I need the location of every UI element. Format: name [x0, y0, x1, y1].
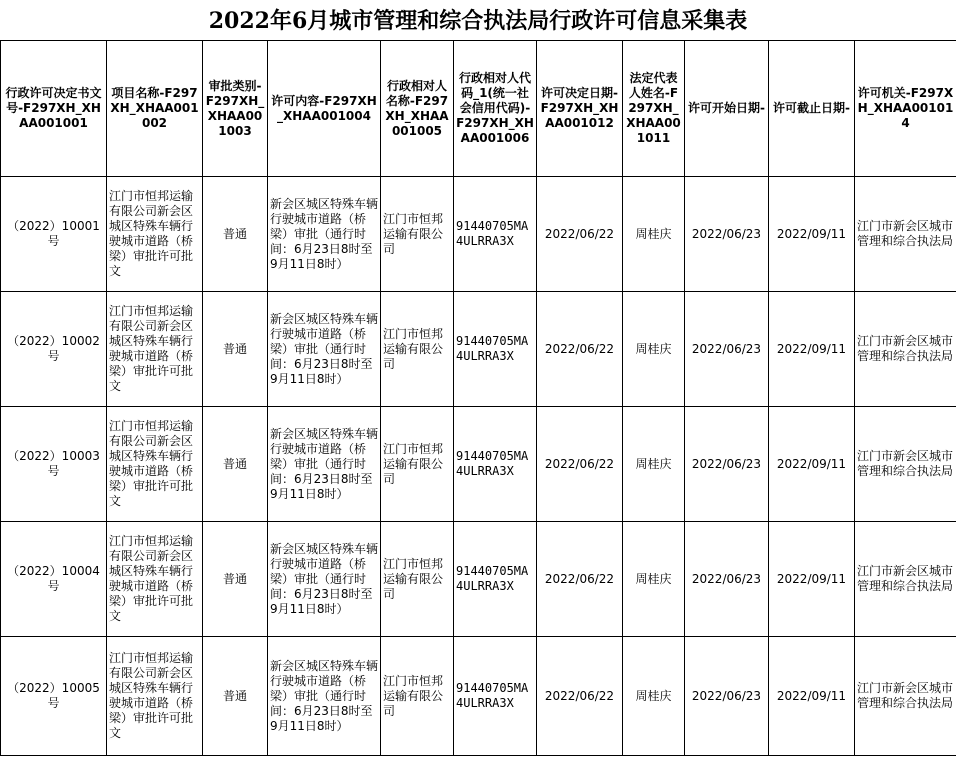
table-row: [1, 637, 956, 756]
license-content-cell[interactable]: 新会区城区特殊车辆行驶城市道路（桥梁）审批（通行时间：6月23日8时至9月11日8时）: [268, 522, 381, 637]
project-name-cell[interactable]: 江门市恒邦运输有限公司新会区城区特殊车辆行驶城市道路（桥梁）审批许可批文: [107, 637, 203, 756]
license-content-cell[interactable]: 新会区城区特殊车辆行驶城市道路（桥梁）审批（通行时间：6月23日8时至9月11日8时）: [268, 407, 381, 522]
header-cell[interactable]: 法定代表人姓名-F297XH_XHAA001011: [623, 41, 685, 177]
start-date-cell[interactable]: 2022/06/23: [685, 177, 769, 292]
legal-rep-cell[interactable]: 周桂庆: [623, 292, 685, 407]
party-name-cell[interactable]: 江门市恒邦运输有限公司: [381, 522, 454, 637]
party-name-cell[interactable]: 江门市恒邦运输有限公司: [381, 637, 454, 756]
table-row: [1, 522, 956, 637]
header-cell[interactable]: 审批类别-F297XH_XHAA001003: [203, 41, 268, 177]
end-date-cell[interactable]: 2022/09/11: [769, 407, 855, 522]
header-cell[interactable]: 许可内容-F297XH_XHAA001004: [268, 41, 381, 177]
start-date-cell[interactable]: 2022/06/23: [685, 637, 769, 756]
end-date-cell[interactable]: 2022/09/11: [769, 522, 855, 637]
end-date-cell[interactable]: 2022/09/11: [769, 177, 855, 292]
authority-cell[interactable]: 江门市新会区城市管理和综合执法局: [855, 637, 956, 756]
header-row: [1, 41, 956, 177]
authority-cell[interactable]: 江门市新会区城市管理和综合执法局: [855, 407, 956, 522]
category-cell[interactable]: 普通: [203, 407, 268, 522]
header-cell[interactable]: 行政许可决定书文号-F297XH_XHAA001001: [1, 41, 107, 177]
legal-rep-cell[interactable]: 周桂庆: [623, 407, 685, 522]
party-name-cell[interactable]: 江门市恒邦运输有限公司: [381, 292, 454, 407]
start-date-cell[interactable]: 2022/06/23: [685, 522, 769, 637]
legal-rep-cell[interactable]: 周桂庆: [623, 637, 685, 756]
authority-cell[interactable]: 江门市新会区城市管理和综合执法局: [855, 177, 956, 292]
category-cell[interactable]: 普通: [203, 522, 268, 637]
credit-code-cell[interactable]: 91440705MA4ULRRA3X: [454, 522, 537, 637]
credit-code-cell[interactable]: 91440705MA4ULRRA3X: [454, 177, 537, 292]
category-cell[interactable]: 普通: [203, 292, 268, 407]
project-name-cell[interactable]: 江门市恒邦运输有限公司新会区城区特殊车辆行驶城市道路（桥梁）审批许可批文: [107, 177, 203, 292]
end-date-cell[interactable]: 2022/09/11: [769, 637, 855, 756]
decision-date-cell[interactable]: 2022/06/22: [537, 522, 623, 637]
doc-number-cell[interactable]: （2022）10003号: [1, 407, 107, 522]
start-date-cell[interactable]: 2022/06/23: [685, 407, 769, 522]
party-name-cell[interactable]: 江门市恒邦运输有限公司: [381, 407, 454, 522]
header-cell[interactable]: 项目名称-F297XH_XHAA001002: [107, 41, 203, 177]
page-title: 2022年6月城市管理和综合执法局行政许可信息采集表: [208, 8, 748, 34]
header-cell[interactable]: 许可截止日期-: [769, 41, 855, 177]
license-content-cell[interactable]: 新会区城区特殊车辆行驶城市道路（桥梁）审批（通行时间：6月23日8时至9月11日8时）: [268, 177, 381, 292]
credit-code-cell[interactable]: 91440705MA4ULRRA3X: [454, 637, 537, 756]
header-cell[interactable]: 行政相对人代码_1(统一社会信用代码)-F297XH_XHAA001006: [454, 41, 537, 177]
authority-cell[interactable]: 江门市新会区城市管理和综合执法局: [855, 522, 956, 637]
legal-rep-cell[interactable]: 周桂庆: [623, 522, 685, 637]
project-name-cell[interactable]: 江门市恒邦运输有限公司新会区城区特殊车辆行驶城市道路（桥梁）审批许可批文: [107, 407, 203, 522]
license-table: [0, 40, 956, 756]
header-cell[interactable]: 许可决定日期-F297XH_XHAA001012: [537, 41, 623, 177]
header-cell[interactable]: 许可开始日期-: [685, 41, 769, 177]
start-date-cell[interactable]: 2022/06/23: [685, 292, 769, 407]
project-name-cell[interactable]: 江门市恒邦运输有限公司新会区城区特殊车辆行驶城市道路（桥梁）审批许可批文: [107, 292, 203, 407]
license-content-cell[interactable]: 新会区城区特殊车辆行驶城市道路（桥梁）审批（通行时间：6月23日8时至9月11日8时）: [268, 292, 381, 407]
doc-number-cell[interactable]: （2022）10001号: [1, 177, 107, 292]
doc-number-cell[interactable]: （2022）10002号: [1, 292, 107, 407]
decision-date-cell[interactable]: 2022/06/22: [537, 407, 623, 522]
doc-number-cell[interactable]: （2022）10005号: [1, 637, 107, 756]
category-cell[interactable]: 普通: [203, 177, 268, 292]
header-cell[interactable]: 许可机关-F297XH_XHAA001014: [855, 41, 956, 177]
decision-date-cell[interactable]: 2022/06/22: [537, 292, 623, 407]
decision-date-cell[interactable]: 2022/06/22: [537, 177, 623, 292]
category-cell[interactable]: 普通: [203, 637, 268, 756]
table-row: [1, 177, 956, 292]
credit-code-cell[interactable]: 91440705MA4ULRRA3X: [454, 292, 537, 407]
party-name-cell[interactable]: 江门市恒邦运输有限公司: [381, 177, 454, 292]
authority-cell[interactable]: 江门市新会区城市管理和综合执法局: [855, 292, 956, 407]
project-name-cell[interactable]: 江门市恒邦运输有限公司新会区城区特殊车辆行驶城市道路（桥梁）审批许可批文: [107, 522, 203, 637]
end-date-cell[interactable]: 2022/09/11: [769, 292, 855, 407]
decision-date-cell[interactable]: 2022/06/22: [537, 637, 623, 756]
table-row: [1, 292, 956, 407]
license-content-cell[interactable]: 新会区城区特殊车辆行驶城市道路（桥梁）审批（通行时间：6月23日8时至9月11日8时）: [268, 637, 381, 756]
header-cell[interactable]: 行政相对人名称-F297XH_XHAA001005: [381, 41, 454, 177]
legal-rep-cell[interactable]: 周桂庆: [623, 177, 685, 292]
credit-code-cell[interactable]: 91440705MA4ULRRA3X: [454, 407, 537, 522]
table-row: [1, 407, 956, 522]
doc-number-cell[interactable]: （2022）10004号: [1, 522, 107, 637]
